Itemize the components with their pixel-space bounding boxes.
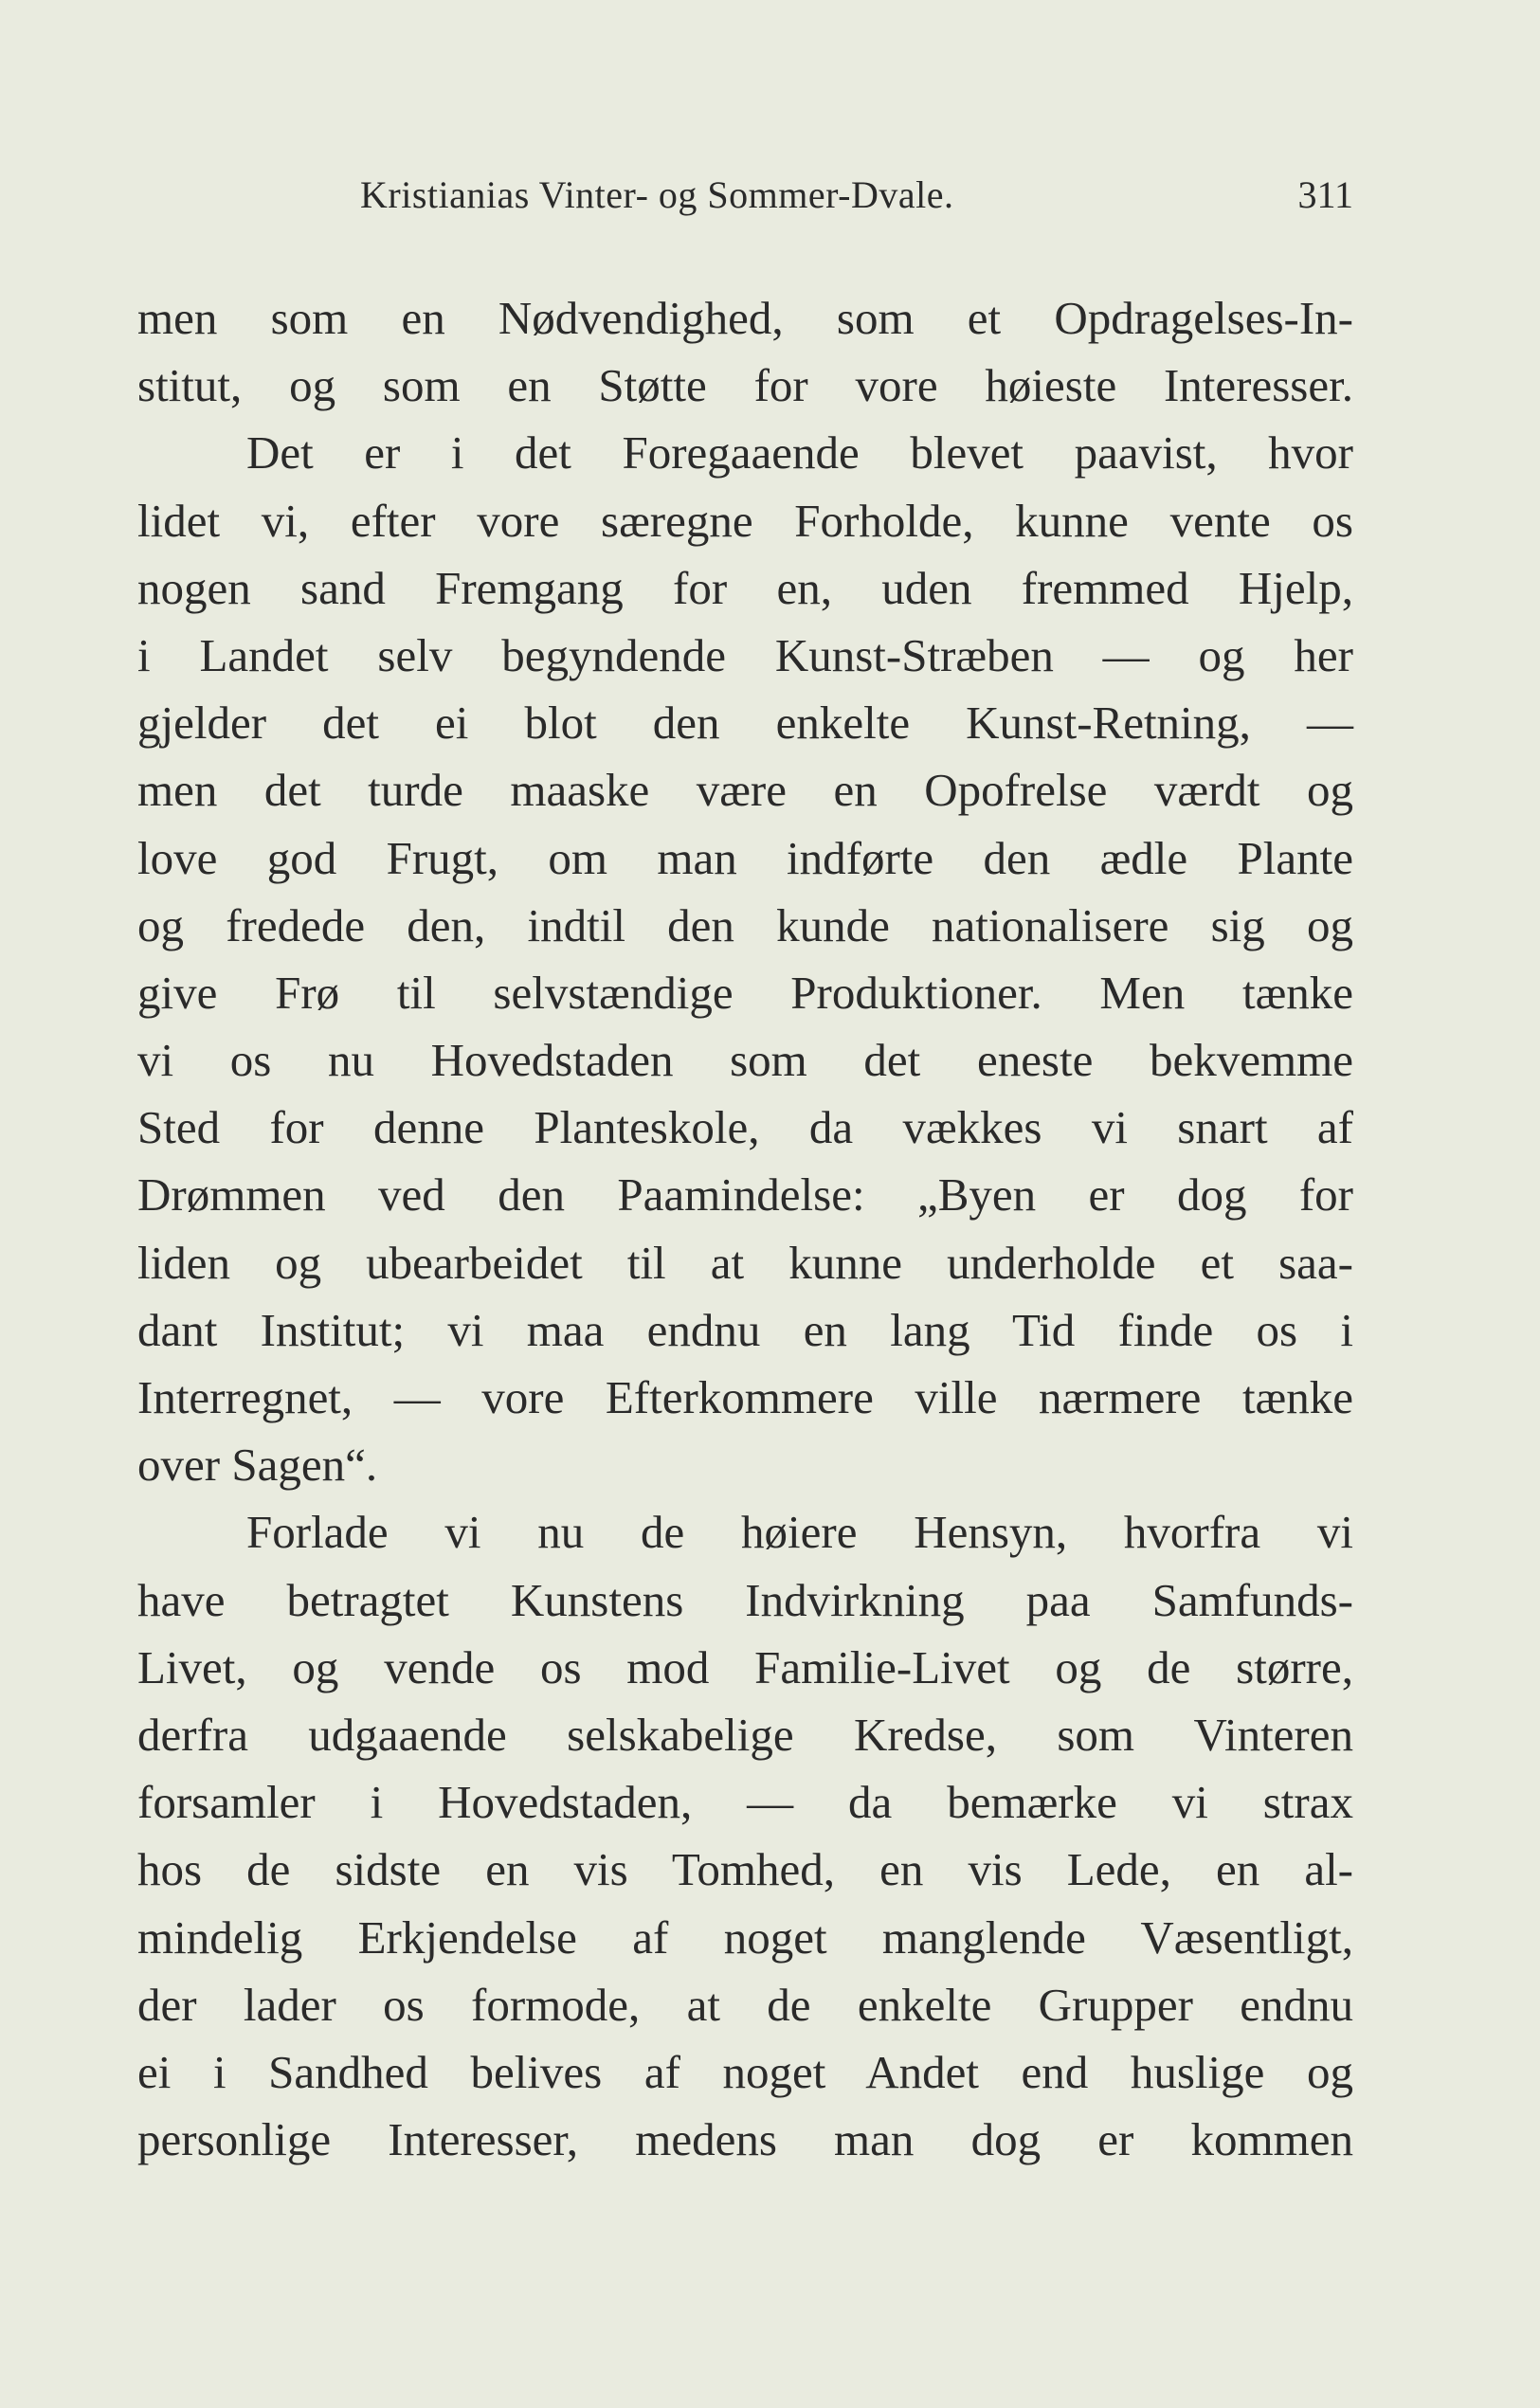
text-line: og fredede den, indtil den kunde nationalisere sig og — [137, 898, 1353, 951]
text-line: hos de sidste en vis Tomhed, en vis Lede, en al- — [137, 1843, 1353, 1896]
body-text — [137, 284, 1353, 2173]
text-line: ei i Sandhed belives af noget Andet end huslige og — [137, 2045, 1353, 2098]
text-line: forsamler i Hovedstaden, — da bemærke vi strax — [137, 1776, 1353, 1829]
text-line: Sted for denne Planteskole, da vækkes vi snart af — [137, 1101, 1353, 1154]
text-line: vi os nu Hovedstaden som det eneste bekvemme — [137, 1034, 1353, 1087]
text-line: Livet, og vende os mod Familie-Livet og de større, — [137, 1640, 1353, 1693]
text-line: over Sagen“. — [137, 1439, 378, 1492]
text-line: derfra udgaaende selskabelige Kredse, som Vinteren — [137, 1708, 1353, 1761]
text-line: nogen sand Fremgang for en, uden fremmed Hjelp, — [137, 561, 1353, 614]
running-header — [360, 169, 1353, 222]
text-line: Det er i det Foregaaende blevet paavist, hvor — [246, 426, 1353, 480]
text-line: lidet vi, efter vore særegne Forholde, kunne vente os — [137, 494, 1353, 547]
text-line: stitut, og som en Støtte for vore høieste Interesser. — [137, 359, 1353, 412]
text-line: love god Frugt, om man indførte den ædle Plante — [137, 831, 1353, 884]
text-line: personlige Interesser, medens man dog er kommen — [137, 2113, 1353, 2166]
text-line: Drømmen ved den Paamindelse: „Byen er dog for — [137, 1168, 1353, 1222]
text-line: men det turde maaske være en Opofrelse værdt og — [137, 764, 1353, 817]
text-line: i Landet selv begyndende Kunst-Stræben — og her — [137, 628, 1353, 681]
running-title: Kristianias Vinter- og Sommer-Dvale. — [360, 173, 954, 216]
text-line: mindelig Erkjendelse af noget manglende Væsentligt, — [137, 1910, 1353, 1964]
text-line: men som en Nødvendighed, som et Opdragelses-In- — [137, 292, 1353, 344]
text-line: Forlade vi nu de høiere Hensyn, hvorfra vi — [246, 1506, 1353, 1559]
text-line: have betragtet Kunstens Indvirkning paa Samfunds- — [137, 1573, 1353, 1626]
page-number: 311 — [1297, 173, 1353, 216]
text-line: der lader os formode, at de enkelte Grupper endnu — [137, 1978, 1353, 2031]
text-line: dant Institut; vi maa endnu en lang Tid finde os i — [137, 1303, 1353, 1356]
text-line: give Frø til selvstændige Produktioner. Men tænke — [137, 966, 1353, 1019]
text-line: Interregnet, — vore Efterkommere ville nærmere tænke — [137, 1371, 1353, 1423]
text-line: liden og ubearbeidet til at kunne underholde et saa- — [137, 1236, 1353, 1289]
text-line: gjelder det ei blot den enkelte Kunst-Retning, — — [137, 697, 1353, 750]
